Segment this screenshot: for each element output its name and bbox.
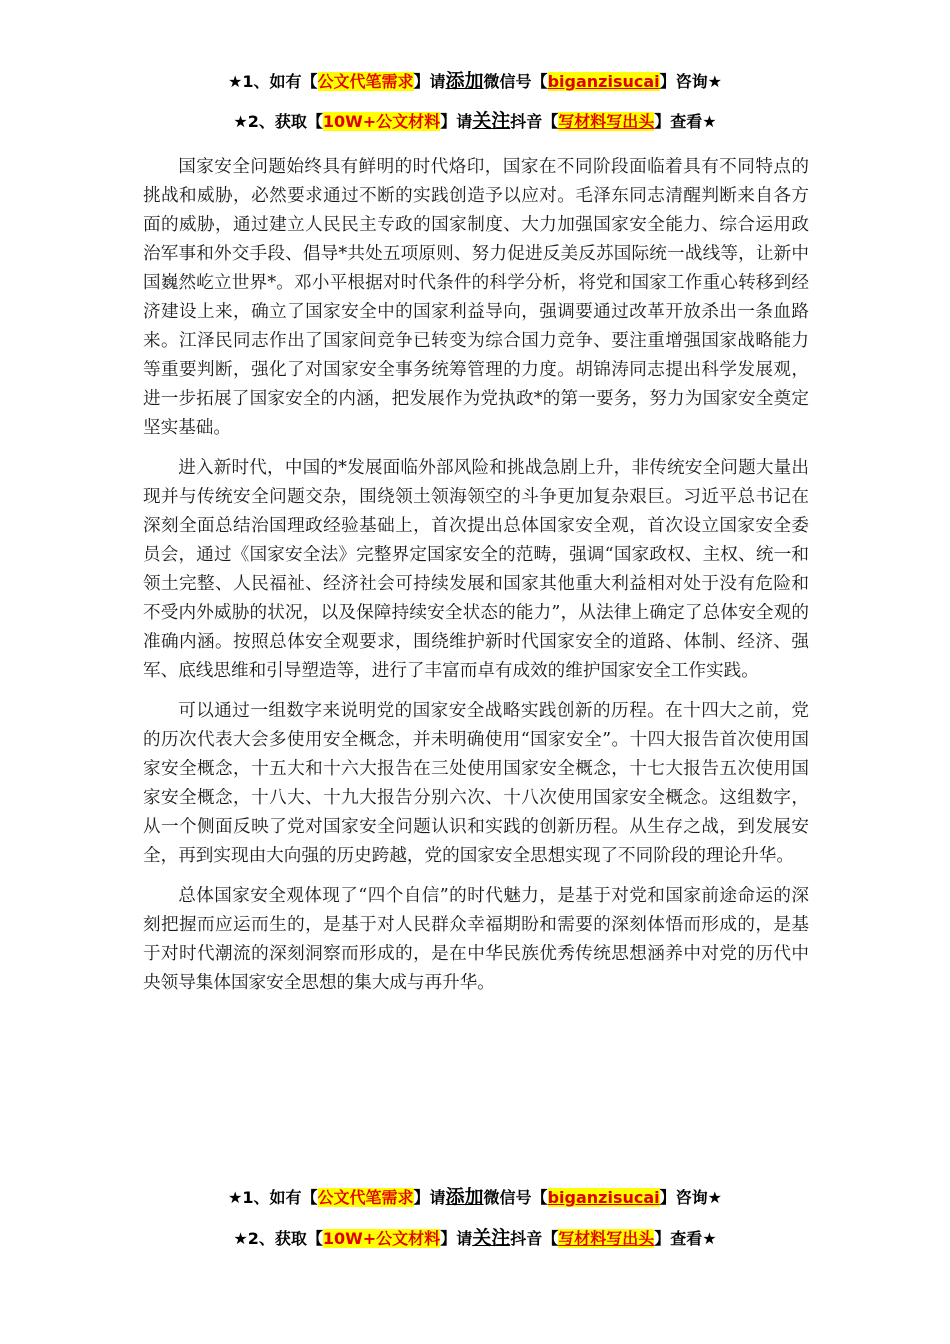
banner-highlight: 10W+公文材料 [322, 1229, 441, 1248]
paragraph-3: 可以通过一组数字来说明党的国家安全战略实践创新的历程。在十四大之前，党的历次代表大会多使用安全概念，并未明确使用“国家安全”。十四大报告首次使用国家安全概念，十五大和十六大报告在三处使用国家安全概念，十七大报告五次使用国家安全概念，十八大、十九大报告分别六次、十八次使用国家安全概念。这组数字，从一个侧面反映了党对国家安全问题认识和实践的创新历程。从生存之战，到发展安全，再到实现由大向强的历史跨越，党的国家安全思想实现了不同阶段的理论升华。 [143, 701, 809, 866]
banner-emphasis: 添加 [445, 70, 484, 92]
paragraph-4: 总体国家安全观体现了“四个自信”的时代魅力，是基于对党和国家前途命运的深刻把握而应运而生的，是基于对人民群众幸福期盼和需要的深刻体悟而形成的，是基于对时代潮流的深刻洞察而形成的，是在中华民族优秀传统思想涵养中对党的历代中央领导集体国家安全思想的集大成与再升华。 [143, 886, 809, 993]
banner-text: 抖音【 [510, 1229, 559, 1248]
banner-prefix: ★1、如有【 [228, 1188, 318, 1207]
bottom-banner-line-2 [0, 1227, 950, 1250]
banner-text: 微信号【 [483, 72, 548, 91]
banner-suffix: 】咨询★ [659, 72, 722, 91]
banner-text: 】请 [440, 112, 473, 131]
paragraph-1: 国家安全问题始终具有鲜明的时代烙印，国家在不同阶段面临着具有不同特点的挑战和威胁，必然要求通过不断的实践创造予以应对。毛泽东同志清醒判断来自各方面的威胁，通过建立人民民主专政的国家制度、大力加强国家安全能力、综合运用政治军事和外交手段、倡导*共处五项原则、努力促进反美反苏国际统一战线等，让新中国巍然屹立世界*。邓小平根据对时代条件的科学分析，将党和国家工作重心转移到经济建设上来，确立了国家安全中的国家利益导向，强调要通过改革开放杀出一条血路来。江泽民同志作出了国家间竞争已转变为综合国力竞争、要注重增强国家战略能力等重要判断，强化了对国家安全事务统筹管理的力度。胡锦涛同志提出科学发展观，进一步拓展了国家安全的内涵，把发展作为党执政*的第一要务，努力为国家安全奠定坚实基础。 [143, 157, 809, 438]
douyin-account-link[interactable]: 写材料写出头 [558, 1229, 655, 1248]
banner-suffix: 】咨询★ [659, 1188, 722, 1207]
banner-text: 】请 [440, 1229, 473, 1248]
banner-prefix: ★2、获取【 [233, 1229, 323, 1248]
paragraph-2: 进入新时代，中国的*发展面临外部风险和挑战急剧上升，非传统安全问题大量出现并与传统安全问题交杂，围绕领土领海领空的斗争更加复杂艰巨。习近平总书记在深刻全面总结治国理政经验基础上，首次提出总体国家安全观，首次设立国家安全委员会，通过《国家安全法》完整界定国家安全的范畴，强调“国家政权、主权、统一和领土完整、人民福祉、经济社会可持续发展和国家其他重大利益相对处于没有危险和不受内外威胁的状况，以及保障持续安全状态的能力”，从法律上确定了总体安全观的准确内涵。按照总体安全观要求，围绕维护新时代国家安全的道路、体制、经济、强军、底线思维和引导塑造等，进行了丰富而卓有成效的维护国家安全工作实践。 [143, 458, 809, 681]
bottom-banner-line-1 [0, 1186, 950, 1209]
document-body [143, 153, 809, 1009]
top-banner-line-2 [0, 110, 950, 133]
banner-prefix: ★1、如有【 [228, 72, 318, 91]
banner-emphasis: 添加 [445, 1186, 484, 1208]
banner-text: 】请 [413, 72, 446, 91]
banner-emphasis: 关注 [472, 1227, 511, 1249]
banner-prefix: ★2、获取【 [233, 112, 323, 131]
banner-highlight: 公文代笔需求 [317, 1188, 414, 1207]
banner-text: 微信号【 [483, 1188, 548, 1207]
top-banner-line-1 [0, 70, 950, 93]
banner-emphasis: 关注 [472, 110, 511, 132]
banner-text: 】请 [413, 1188, 446, 1207]
banner-highlight: 10W+公文材料 [322, 112, 441, 131]
banner-suffix: 】查看★ [654, 1229, 717, 1248]
banner-highlight: 公文代笔需求 [317, 72, 414, 91]
banner-text: 抖音【 [510, 112, 559, 131]
douyin-account-link[interactable]: 写材料写出头 [558, 112, 655, 131]
wechat-id-link[interactable]: biganzisucai [547, 72, 660, 91]
wechat-id-link[interactable]: biganzisucai [547, 1188, 660, 1207]
banner-suffix: 】查看★ [654, 112, 717, 131]
